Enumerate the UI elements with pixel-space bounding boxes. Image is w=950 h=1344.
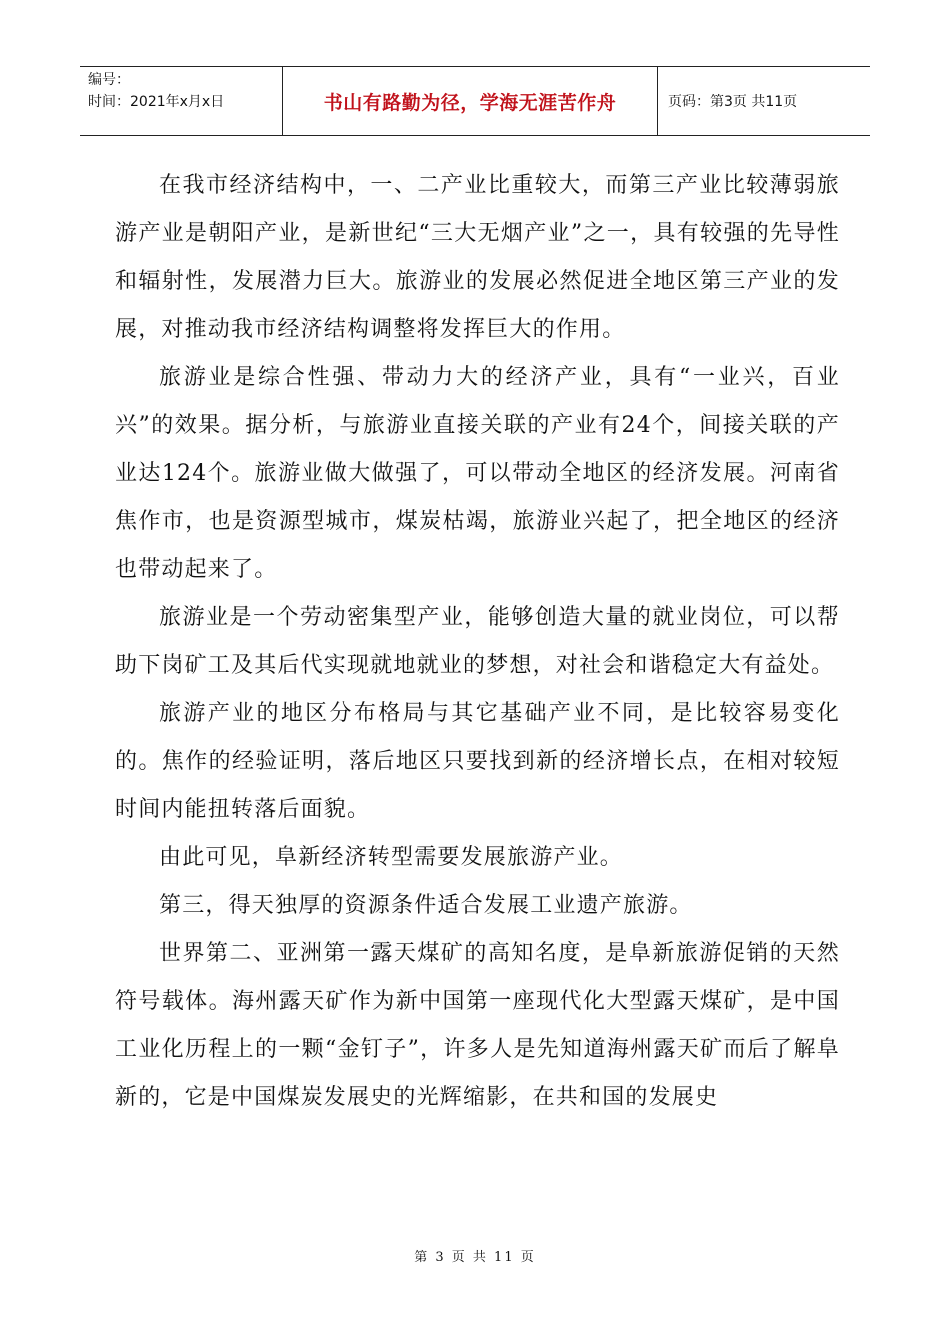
time-label: 时间：2021年x月x日 <box>88 94 225 110</box>
page-footer: 第 3 页 共 11 页 <box>414 1250 536 1265</box>
header-meta <box>80 67 283 135</box>
paragraph: 第三，得天独厚的资源条件适合发展工业遗产旅游。 <box>159 893 693 918</box>
paragraph: 旅游业是一个劳动密集型产业，能够创造大量的就业岗位，可以帮助下岗矿工及其后代实现就地就业的梦想，对社会和谐稳定大有益处。 <box>115 605 840 678</box>
paragraph: 由此可见，阜新经济转型需要发展旅游产业。 <box>159 845 624 870</box>
body-content <box>115 162 840 1122</box>
page-header <box>80 66 870 136</box>
paragraph: 世界第二、亚洲第一露天煤矿的高知名度，是阜新旅游促销的天然符号载体。海州露天矿作为新中国第一座现代化大型露天煤矿，是中国工业化历程上的一颗“金钉子”，许多人是先知道海州露天矿而后了解阜新的，它是中国煤炭发展史的光辉缩影，在共和国的发展史 <box>115 941 840 1110</box>
paragraph: 在我市经济结构中，一、二产业比重较大，而第三产业比较薄弱旅游产业是朝阳产业，是新世纪“三大无烟产业”之一，具有较强的先导性和辐射性，发展潜力巨大。旅游业的发展必然促进全地区第三产业的发展，对推动我市经济结构调整将发挥巨大的作用。 <box>115 173 840 342</box>
header-motto: 书山有路勤为径，学海无涯苦作舟 <box>283 67 658 135</box>
serial-number-label: 编号： <box>88 72 130 88</box>
header-page-info: 页码：第3页 共11页 <box>668 94 798 110</box>
paragraph: 旅游产业的地区分布格局与其它基础产业不同，是比较容易变化的。焦作的经验证明，落后地区只要找到新的经济增长点，在相对较短时间内能扭转落后面貌。 <box>115 701 840 822</box>
paragraph: 旅游业是综合性强、带动力大的经济产业，具有“一业兴，百业兴”的效果。据分析，与旅游业直接关联的产业有24个，间接关联的产业达124个。旅游业做大做强了，可以带动全地区的经济发展。河南省焦作市，也是资源型城市，煤炭枯竭，旅游业兴起了，把全地区的经济也带动起来了。 <box>115 365 840 582</box>
